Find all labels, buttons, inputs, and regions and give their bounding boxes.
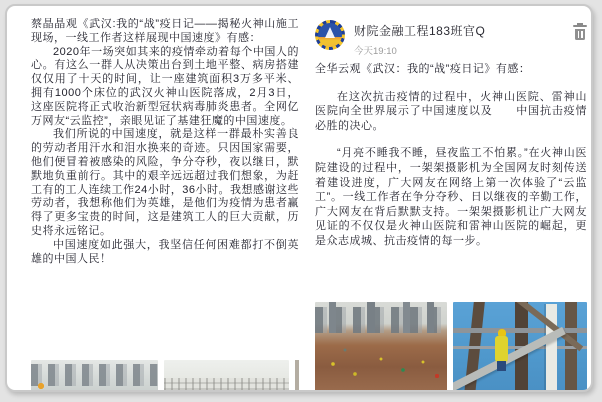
essay-title: 蔡晶晶观《武汉:我的“战”疫日记——揭秘火神山施工现场，一线工作者这样展现中国速度》有感： — [31, 18, 299, 44]
left-photo-strip — [31, 360, 299, 392]
post-meta — [354, 20, 485, 57]
left-essay-text — [31, 18, 299, 356]
colored-hard-hats — [31, 360, 158, 392]
post-header — [315, 20, 587, 58]
post-paragraph: 在这次抗击疫情的过程中，火神山医院、雷神山医院向全世界展示了中国速度以及 中国抗击疫情必胜的决心。 — [315, 90, 587, 132]
post-paragraph: “月亮不睡我不睡，昼夜监工不怕累。”在火神山医院建设的过程中，一架架摄影机为全国网友时刻传送着建设进度，广大网友在网络上第一次体验了“云监工”。一线工作者在争分夺秒、日以继夜的辛勤工作，广大网友在背后默默支持。一架架摄影机让广大网友见证的不仅仅是火神山医院和雷神山医院的崛起，更是众志成城、抗击疫情的每一步。 — [315, 147, 587, 247]
qzone-post — [315, 20, 587, 392]
photo-steel-worker[interactable] — [453, 302, 587, 392]
photo-construction-site[interactable] — [315, 302, 447, 392]
essay-paragraph: 2020年一场突如其来的疫情牵动着每个中国人的心。有这么一群人从决策出台到土地平整、病房搭建仅仅用了十天的时间，让一座建筑面积3万多平米、拥有1000个床位的武汉火神山医院落成，2月3日，这座医院将正式收治新型冠状病毒肺炎患者。全网亿万网友“云监控”，亲眼见证了基建狂魔的中国速度。 — [31, 45, 299, 127]
author-name[interactable]: 财院金融工程183班官Q — [354, 24, 486, 38]
post-text — [315, 62, 587, 306]
cropped-photo-edge — [295, 360, 299, 392]
essay-paragraph: 我们所说的中国速度，就是这样一群最朴实善良的劳动者用汗水和泪水换来的奇迹。只因国家需要，他们便冒着被感染的风险，争分夺秒，夜以继日，默默地负重前行。其中的艰辛远远超过我们想象，为赶工有的工人连续工作24小时，36小时。我想感谢这些劳动者，我想称他们为英雄，是他们为疫情为患者赢得了更多宝贵的时间，这是建筑工人的巨大贡献，历史将永远铭记。 — [31, 128, 299, 237]
horizontal-beam — [453, 328, 587, 333]
photo-workers-hardhats[interactable] — [31, 360, 158, 392]
post-photo-row — [315, 302, 587, 392]
trash-icon[interactable] — [573, 24, 587, 41]
notebook-card — [5, 4, 593, 392]
hospital-building — [164, 378, 289, 392]
post-intro: 全华云观《武汉：我的“战”疫日记》有感： — [315, 63, 531, 75]
essay-paragraph: 中国速度如此强大，我坚信任何困难都打不倒英雄的中国人民！ — [31, 238, 299, 265]
photo-hospital-panorama[interactable] — [164, 360, 289, 392]
excavators-specks — [315, 302, 447, 392]
white-column — [546, 304, 557, 392]
left-essay-page — [31, 18, 299, 392]
construction-worker — [495, 336, 508, 362]
avatar[interactable] — [315, 20, 345, 50]
post-timestamp: 今天19:10 — [354, 46, 397, 57]
trash-lid — [573, 25, 587, 27]
trash-can-body — [575, 29, 585, 40]
